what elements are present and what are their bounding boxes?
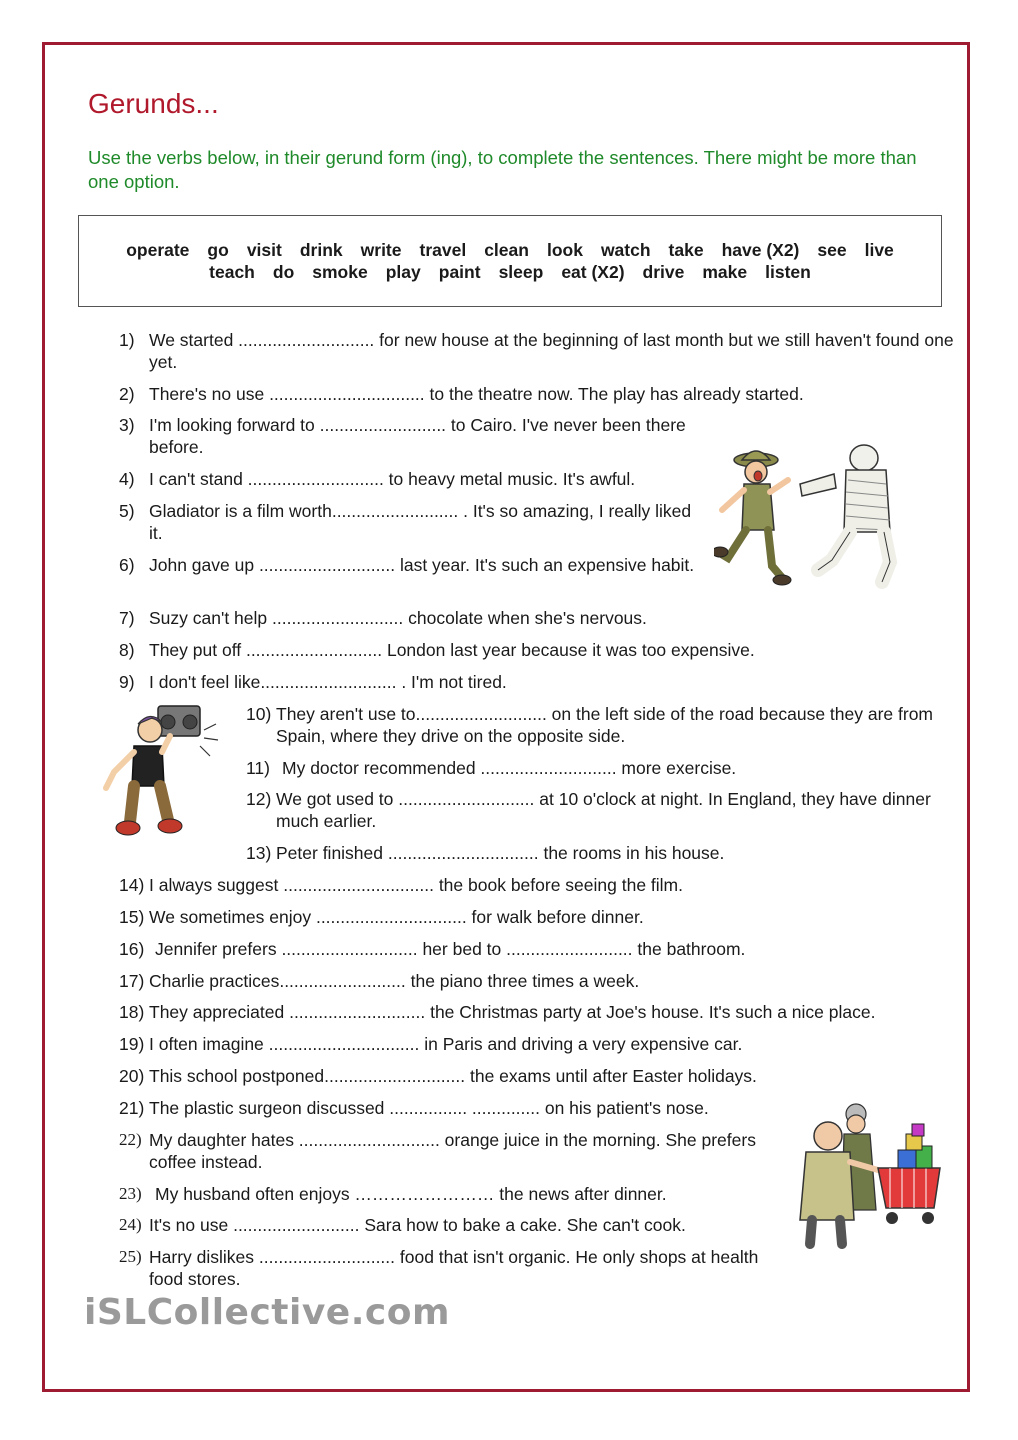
item-number: 3) (119, 415, 135, 435)
item-text: Gladiator is a film worth.......................... . It's so amazing, I really liked it. (149, 501, 692, 543)
exercise-item-19 (119, 1033, 969, 1055)
word-bank-word: write (360, 240, 402, 260)
exercise-item-6 (119, 554, 709, 576)
exercise-item-2 (119, 383, 969, 405)
item-number: 14) (119, 875, 145, 895)
word-bank-word: take (668, 240, 704, 260)
item-number: 20) (119, 1066, 145, 1086)
item-number: 9) (119, 672, 135, 692)
exercise-item-15 (119, 906, 969, 928)
item-number: 1) (119, 330, 135, 350)
item-text: Harry dislikes ............................ food that isn't organic. He only shops at health food stores. (149, 1247, 759, 1289)
item-text: The plastic surgeon discussed ................ .............. on his patient's nose. (149, 1098, 709, 1118)
exercise-item-13 (246, 842, 956, 864)
word-bank-word: look (546, 240, 583, 260)
item-text: I can't stand ............................ to heavy metal music. It's awful. (149, 469, 636, 489)
item-text: Peter finished ............................... the rooms in his house. (276, 843, 725, 863)
exercise-item-22 (119, 1129, 779, 1173)
item-number: 11) (246, 758, 270, 778)
item-text: We got used to ............................ at 10 o'clock at night. In England, they have dinner much earlier. (276, 789, 931, 831)
item-number: 23) (119, 1184, 142, 1203)
exercise-item-4 (119, 468, 709, 490)
islcollective-logo: iSLCollective.com (84, 1292, 450, 1333)
item-text: We started ............................ for new house at the beginning of last month but we still haven't found one yet. (149, 330, 954, 372)
item-text: We sometimes enjoy ............................... for walk before dinner. (149, 907, 644, 927)
item-number: 13) (246, 843, 272, 863)
exercise-item-24 (119, 1214, 789, 1236)
item-number: 5) (119, 501, 135, 521)
exercise-item-14 (119, 874, 969, 896)
item-text: They put off ............................ London last year because it was too expensive. (149, 640, 755, 660)
exercise-item-5 (119, 500, 709, 544)
item-number: 10) (246, 704, 272, 724)
word-bank-word: drink (299, 240, 343, 260)
exercise-item-17 (119, 970, 969, 992)
word-bank-word: sleep (498, 262, 544, 282)
item-number: 6) (119, 555, 135, 575)
exercise-item-20 (119, 1065, 969, 1087)
word-bank-word: listen (765, 262, 811, 282)
word-bank-word: paint (438, 262, 481, 282)
exercise-item-3 (119, 414, 709, 458)
item-text: My doctor recommended ............................ more exercise. (282, 758, 737, 778)
item-number: 8) (119, 640, 135, 660)
word-bank-word: do (272, 262, 295, 282)
item-number: 18) (119, 1002, 145, 1022)
instructions-text: Use the verbs below, in their gerund form (ing), to complete the sentences. There might be more than one option. (88, 147, 917, 192)
item-number: 16) (119, 939, 145, 959)
exercise-item-1 (119, 329, 969, 373)
item-text: Suzy can't help ........................... chocolate when she's nervous. (149, 608, 647, 628)
item-text: They aren't use to........................... on the left side of the road because they are from Spain, where they drive on the opposite side. (276, 704, 934, 746)
word-bank-word: clean (484, 240, 529, 260)
exercise-item-16 (119, 938, 975, 960)
item-number: 25) (119, 1247, 142, 1266)
item-text: This school postponed............................. the exams until after Easter holidays. (149, 1066, 757, 1086)
word-bank-word: play (385, 262, 421, 282)
word-bank-word: watch (600, 240, 651, 260)
item-text: It's no use .......................... Sara how to bake a cake. She can't cook. (149, 1215, 686, 1235)
word-bank-word: travel (419, 240, 467, 260)
item-number: 7) (119, 608, 135, 628)
word-bank-word: live (864, 240, 894, 260)
item-text: I always suggest ............................... the book before seeing the film. (149, 875, 683, 895)
item-number: 15) (119, 907, 145, 927)
word-bank-word: operate (126, 240, 190, 260)
item-text: I'm looking forward to .......................... to Cairo. I've never been there before. (149, 415, 686, 457)
item-text: Charlie practices.......................... the piano three times a week. (149, 971, 640, 991)
word-bank-word: visit (246, 240, 282, 260)
word-bank (78, 215, 942, 307)
item-text: John gave up ............................ last year. It's such an expensive habit. (149, 555, 695, 575)
exercise-item-18 (119, 1001, 979, 1023)
boy-with-boombox-illustration (100, 700, 230, 845)
item-text: My daughter hates ............................. orange juice in the morning. She prefers coffee instead. (149, 1130, 756, 1172)
word-bank-word: teach (209, 262, 255, 282)
word-bank-word: make (702, 262, 748, 282)
item-text: There's no use ................................ to the theatre now. The play has already started. (149, 384, 804, 404)
item-number: 12) (246, 789, 272, 809)
exercise-item-10 (246, 703, 956, 747)
item-number: 24) (119, 1215, 142, 1234)
explorer-and-mummy-illustration (714, 440, 914, 590)
shopping-cart-couple-illustration (794, 1100, 949, 1250)
item-number: 17) (119, 971, 145, 991)
item-text: I often imagine ............................... in Paris and driving a very expensive car. (149, 1034, 743, 1054)
exercise-item-9 (119, 671, 969, 693)
word-bank-line-1 (79, 239, 941, 261)
word-bank-word: eat (X2) (561, 262, 625, 282)
exercise-item-11 (246, 757, 962, 779)
exercise-item-12 (246, 788, 956, 832)
exercise-item-7 (119, 607, 969, 629)
exercise-item-25 (119, 1246, 789, 1290)
item-number: 22) (119, 1130, 142, 1149)
item-text: They appreciated ............................ the Christmas party at Joe's house. It's such a nice place. (149, 1002, 876, 1022)
item-text: I don't feel like............................ . I'm not tired. (149, 672, 507, 692)
word-bank-word: go (207, 240, 229, 260)
item-number: 21) (119, 1098, 145, 1118)
item-text: Jennifer prefers ............................ her bed to .......................... the bathroom. (155, 939, 746, 959)
word-bank-word: see (817, 240, 847, 260)
exercise-item-8 (119, 639, 969, 661)
item-number: 19) (119, 1034, 145, 1054)
word-bank-word: smoke (312, 262, 368, 282)
word-bank-line-2 (79, 261, 941, 283)
word-bank-word: have (X2) (721, 240, 800, 260)
page-title: Gerunds... (88, 88, 219, 119)
exercise-item-21 (119, 1097, 809, 1119)
item-text: My husband often enjoys …………………… the news after dinner. (155, 1184, 667, 1204)
item-number: 2) (119, 384, 135, 404)
exercise-item-23 (119, 1183, 795, 1205)
word-bank-word: drive (642, 262, 685, 282)
item-number: 4) (119, 469, 135, 489)
